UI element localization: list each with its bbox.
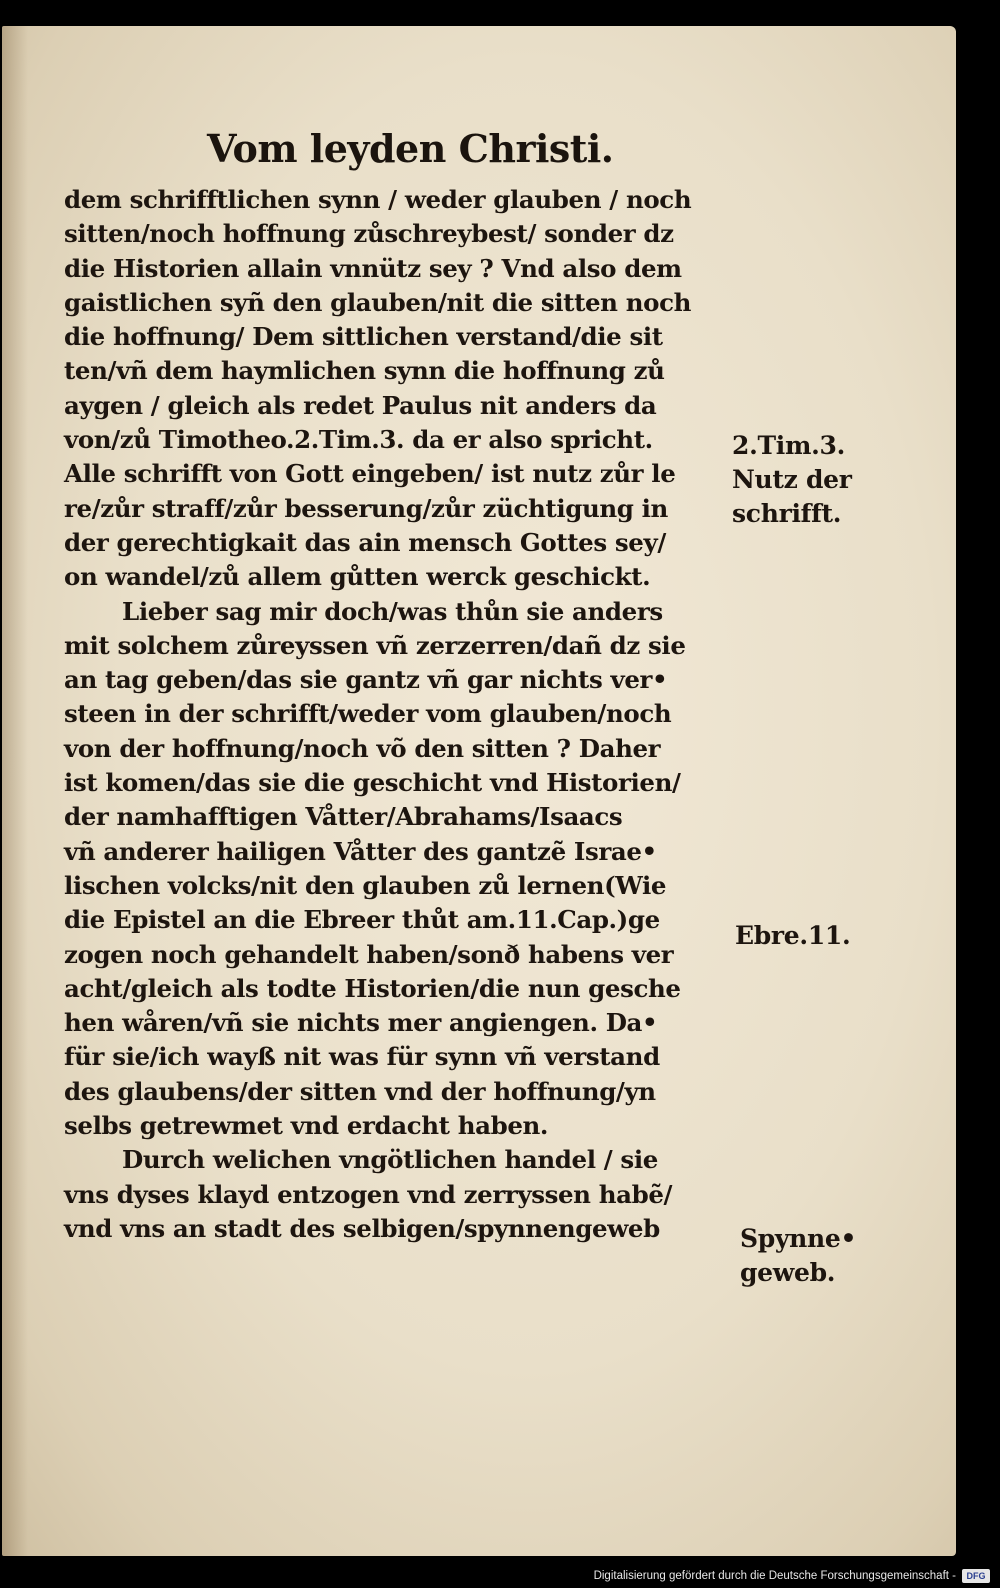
text-line: selbs getrewmet vnd erdacht haben. <box>64 1111 549 1141</box>
margin-note-hebrews <box>735 919 850 953</box>
text-line: Lieber sag mir doch/was thůn sie anders <box>122 596 663 626</box>
margin-note-spider-web <box>740 1222 856 1290</box>
running-head: Vom leyden Christi. <box>207 126 614 171</box>
text-line: hen wåren/vñ sie nichts mer angiengen. Da• <box>64 1008 658 1038</box>
digitization-credit: Digitalisierung gefördert durch die Deutsche Forschungsgemeinschaft - <box>593 1570 956 1582</box>
margin-note-line: Ebre.11. <box>735 921 851 950</box>
text-line: von der hoffnung/noch võ den sitten ? Daher <box>64 733 661 763</box>
text-line: mit solchem zůreyssen vñ zerzerren/dañ dz sie <box>64 630 686 660</box>
text-line: der gerechtigkait das ain mensch Gottes sey/ <box>64 527 666 557</box>
margin-note-line: 2.Tim.3. <box>732 431 846 460</box>
text-line: vns dyses klayd entzogen vnd zerryssen habẽ/ <box>64 1179 673 1209</box>
text-line: dem schrifftlichen synn / weder glauben / noch <box>64 185 692 214</box>
dfg-logo: DFG <box>962 1569 990 1583</box>
text-line: der namhafftigen Våtter/Abrahams/Isaacs <box>64 802 623 832</box>
text-line: die hoffnung/ Dem sittlichen verstand/die sit <box>64 322 663 352</box>
margin-note-line: Nutz der <box>732 465 852 494</box>
text-line: Alle schrifft von Gott eingeben/ ist nutz zůr le <box>64 459 676 489</box>
text-line: sitten/noch hoffnung zůschreybest/ sonder dz <box>64 219 674 249</box>
text-line: an tag geben/das sie gantz vñ gar nichts ver• <box>64 665 668 695</box>
text-line: von/zů Timotheo.2.Tim.3. da er also spricht. <box>64 425 653 455</box>
text-line: zogen noch gehandelt haben/sonð habens ver <box>64 939 674 969</box>
text-line: die Epistel an die Ebreer thůt am.11.Cap.)ge <box>64 905 660 935</box>
text-line: des glaubens/der sitten vnd der hoffnung/yn <box>64 1076 656 1106</box>
text-line: re/zůr straff/zůr besserung/zůr züchtigung in <box>64 493 668 523</box>
text-line: on wandel/zů allem gůtten werck geschickt. <box>64 562 651 592</box>
text-line: Durch welichen vngötlichen handel / sie <box>122 1145 658 1175</box>
text-line: ten/vñ dem haymlichen synn die hoffnung zů <box>64 356 665 386</box>
text-line: vnd vns an stadt des selbigen/spynnengeweb <box>64 1213 660 1243</box>
margin-note-line: Spynne• <box>740 1224 857 1253</box>
margin-note-line: schrifft. <box>732 499 842 528</box>
text-line: aygen / gleich als redet Paulus nit anders da <box>64 390 657 420</box>
text-line: acht/gleich als todte Historien/die nun gesche <box>64 973 681 1003</box>
book-page <box>2 26 956 1556</box>
text-line: steen in der schrifft/weder vom glauben/noch <box>64 699 672 729</box>
text-line: vñ anderer hailigen Våtter des gantzẽ Israe• <box>64 836 657 866</box>
text-line: für sie/ich wayß nit was für synn vñ verstand <box>64 1042 660 1072</box>
text-line: ist komen/das sie die geschicht vnd Historien/ <box>64 768 681 798</box>
text-line: gaistlichen syñ den glauben/nit die sitten noch <box>64 287 692 317</box>
margin-note-line: geweb. <box>740 1258 836 1287</box>
body-text <box>64 183 724 1246</box>
text-line: die Historien allain vnnütz sey ? Vnd also dem <box>64 253 682 283</box>
margin-note-timothy <box>732 429 852 531</box>
text-line: lischen volcks/nit den glauben zů lernen(Wie <box>64 870 667 900</box>
